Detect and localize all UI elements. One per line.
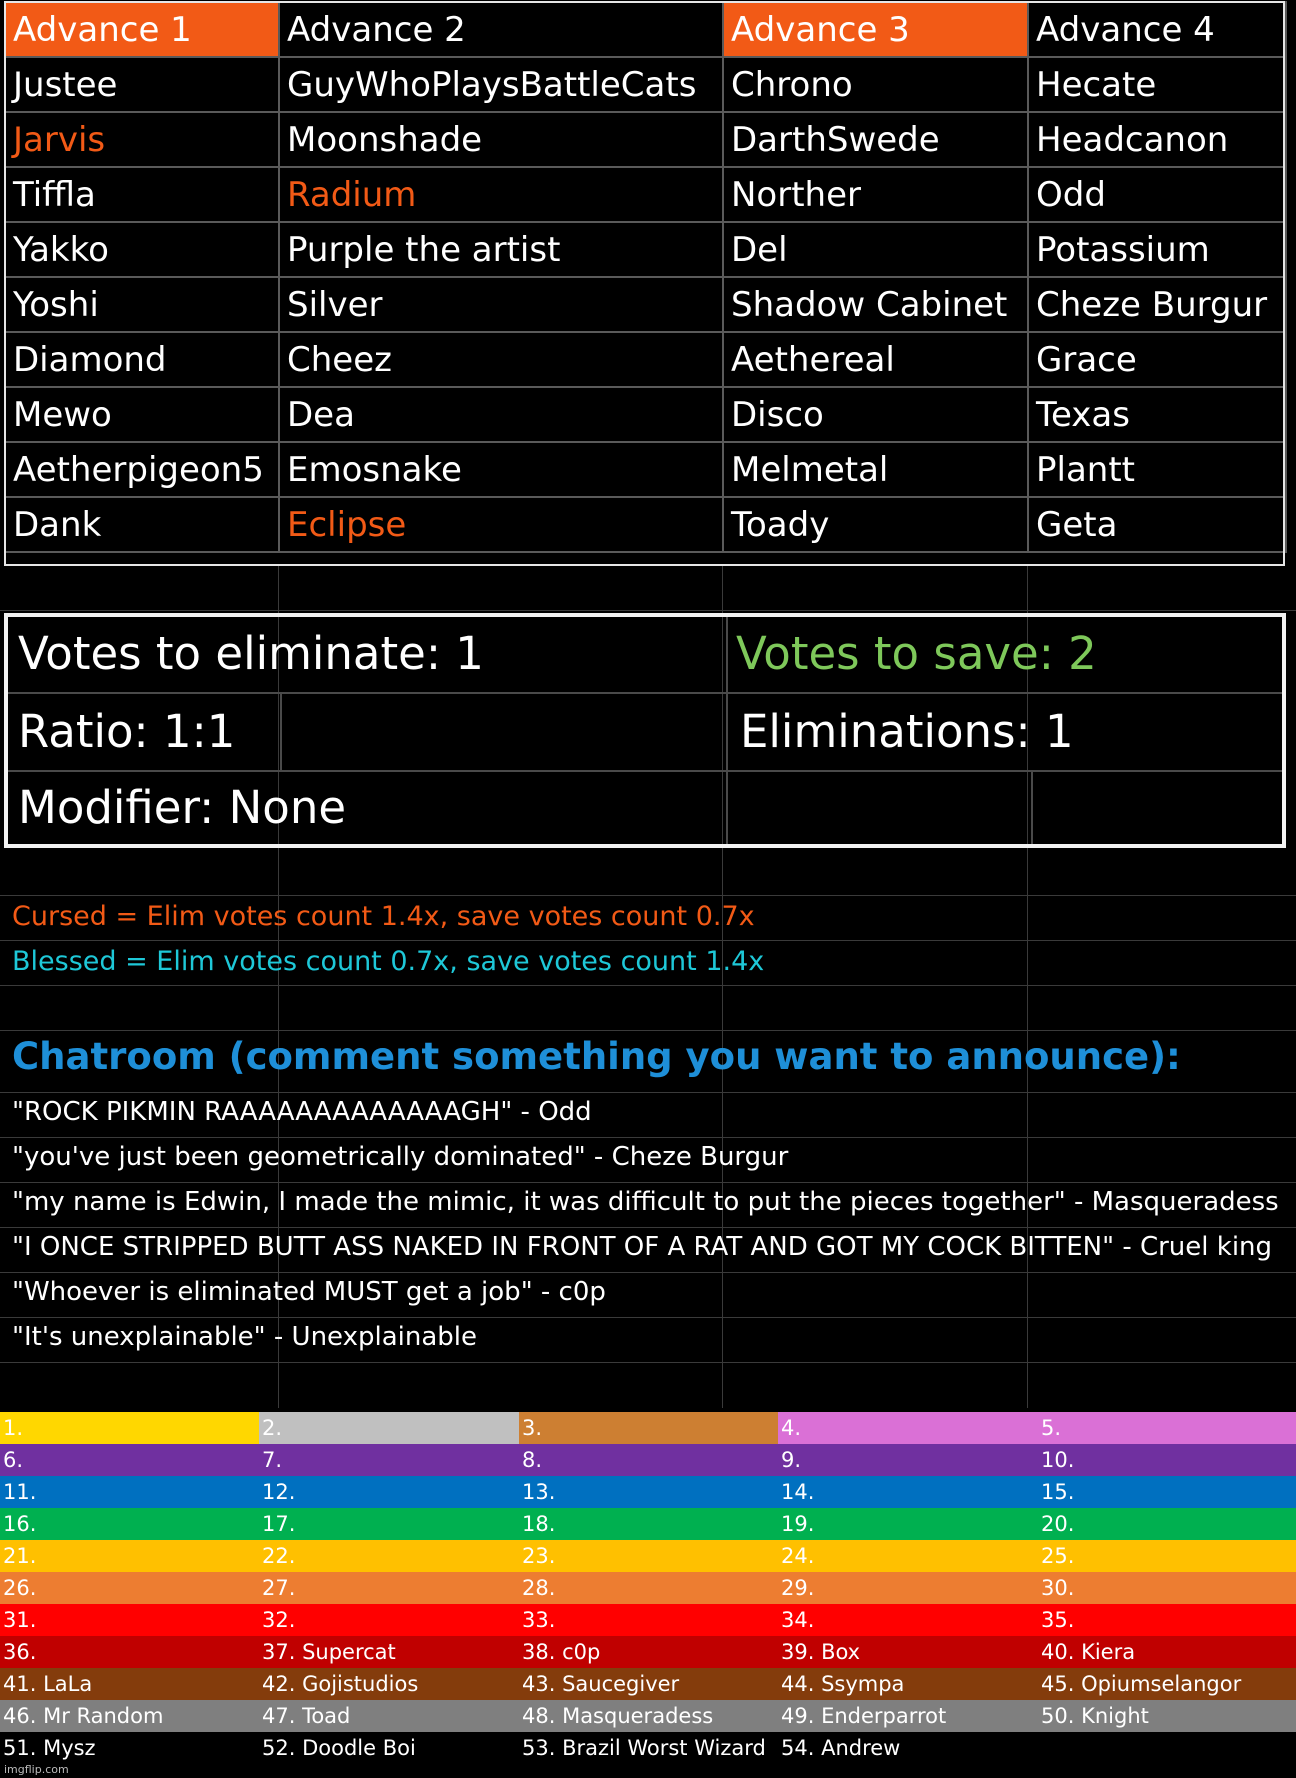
grid-line: [0, 1272, 1296, 1273]
table-cell: Moonshade: [279, 112, 723, 167]
advance-header-row: [5, 2, 1286, 57]
grid-line: [0, 1137, 1296, 1138]
ranking-cell: 43. Saucegiver: [519, 1668, 778, 1700]
ranking-cell: 31.: [0, 1604, 259, 1636]
ranking-cell: 36.: [0, 1636, 259, 1668]
ranking-cell: 11.: [0, 1476, 259, 1508]
grid-line: [0, 895, 1296, 896]
header-advance-2: Advance 2: [279, 2, 723, 57]
table-row: [5, 222, 1286, 277]
table-row: [5, 167, 1286, 222]
ranking-cell: 33.: [519, 1604, 778, 1636]
table-cell-highlighted: Eclipse: [279, 497, 723, 552]
ranking-cell: 2.: [259, 1412, 519, 1444]
ranking-cell: 40. Kiera: [1038, 1636, 1296, 1668]
ranking-cell: 41. LaLa: [0, 1668, 259, 1700]
ranking-cell: 22.: [259, 1540, 519, 1572]
table-cell: Potassium: [1028, 222, 1286, 277]
ranking-cell: 7.: [259, 1444, 519, 1476]
table-cell: Yoshi: [5, 277, 279, 332]
table-cell-highlighted: Radium: [279, 167, 723, 222]
header-advance-3: Advance 3: [723, 2, 1028, 57]
grid-line: [0, 1182, 1296, 1183]
grid-line: [0, 610, 1296, 611]
table-cell: Plantt: [1028, 442, 1286, 497]
votes-to-save: Votes to save: 2: [736, 627, 1097, 680]
ranking-row: [0, 1636, 1296, 1668]
ranking-cell: 15.: [1038, 1476, 1296, 1508]
ranking-cell: 49. Enderparrot: [778, 1700, 1038, 1732]
table-cell: Yakko: [5, 222, 279, 277]
grid-line: [0, 1030, 1296, 1031]
table-row: [5, 442, 1286, 497]
table-cell: Chrono: [723, 57, 1028, 112]
ranking-cell: 26.: [0, 1572, 259, 1604]
ranking-cell: [1038, 1732, 1296, 1764]
table-cell: Texas: [1028, 387, 1286, 442]
header-advance-4: Advance 4: [1028, 2, 1286, 57]
ranking-cell: 8.: [519, 1444, 778, 1476]
ranking-cell: 5.: [1038, 1412, 1296, 1444]
chat-message: "I ONCE STRIPPED BUTT ASS NAKED IN FRONT OF A RAT AND GOT MY COCK BITTEN" - Cruel king: [12, 1232, 1273, 1262]
ranking-row: [0, 1668, 1296, 1700]
ranking-cell: 30.: [1038, 1572, 1296, 1604]
ranking-row: [0, 1540, 1296, 1572]
ranking-cell: 53. Brazil Worst Wizard: [519, 1732, 778, 1764]
grid-line: [0, 1092, 1296, 1093]
ranking-cell: 24.: [778, 1540, 1038, 1572]
chat-message: "my name is Edwin, I made the mimic, it was difficult to put the pieces together" - Masqueradess: [12, 1187, 1279, 1217]
divider: [1031, 770, 1033, 844]
advance-table: [4, 1, 1287, 553]
ranking-cell: 52. Doodle Boi: [259, 1732, 519, 1764]
table-cell: Justee: [5, 57, 279, 112]
table-cell: Tiffla: [5, 167, 279, 222]
ranking-cell: 39. Box: [778, 1636, 1038, 1668]
ranking-cell: 17.: [259, 1508, 519, 1540]
table-cell: Del: [723, 222, 1028, 277]
table-cell: Toady: [723, 497, 1028, 552]
table-row: [5, 332, 1286, 387]
chat-message: "ROCK PIKMIN RAAAAAAAAAAAAAGH" - Odd: [12, 1097, 592, 1127]
table-cell: Silver: [279, 277, 723, 332]
table-cell-highlighted: Jarvis: [5, 112, 279, 167]
ranking-cell: 37. Supercat: [259, 1636, 519, 1668]
ranking-cell: 21.: [0, 1540, 259, 1572]
table-cell: Dank: [5, 497, 279, 552]
ranking-row: [0, 1732, 1296, 1764]
grid-line: [0, 985, 1296, 986]
ranking-cell: 34.: [778, 1604, 1038, 1636]
table-row: [5, 497, 1286, 552]
ranking-cell: 44. Ssympa: [778, 1668, 1038, 1700]
ranking-cell: 19.: [778, 1508, 1038, 1540]
ranking-cell: 42. Gojistudios: [259, 1668, 519, 1700]
eliminations: Eliminations: 1: [740, 705, 1074, 758]
ranking-cell: 28.: [519, 1572, 778, 1604]
ranking-row: [0, 1444, 1296, 1476]
ranking-cell: 13.: [519, 1476, 778, 1508]
table-cell: Aetherpigeon5: [5, 442, 279, 497]
table-cell: Norther: [723, 167, 1028, 222]
ranking-cell: 16.: [0, 1508, 259, 1540]
table-cell: DarthSwede: [723, 112, 1028, 167]
divider: [280, 692, 282, 770]
chatroom-title: Chatroom (comment something you want to announce):: [12, 1035, 1181, 1078]
grid-line: [0, 1227, 1296, 1228]
divider: [8, 770, 1282, 772]
ranking-cell: 9.: [778, 1444, 1038, 1476]
modifier: Modifier: None: [18, 781, 347, 834]
ranking-cell: 51. Mysz: [0, 1732, 259, 1764]
ranking-cell: 20.: [1038, 1508, 1296, 1540]
ranking-cell: 1.: [0, 1412, 259, 1444]
ranking-cell: 14.: [778, 1476, 1038, 1508]
ranking-cell: 50. Knight: [1038, 1700, 1296, 1732]
table-cell: Headcanon: [1028, 112, 1286, 167]
votes-panel: [4, 613, 1286, 848]
table-cell: Mewo: [5, 387, 279, 442]
divider: [8, 692, 1282, 694]
table-cell: Purple the artist: [279, 222, 723, 277]
grid-line: [0, 1362, 1296, 1363]
ranking-cell: 48. Masqueradess: [519, 1700, 778, 1732]
chat-message: "you've just been geometrically dominated" - Cheze Burgur: [12, 1142, 789, 1172]
watermark: imgflip.com: [4, 1763, 69, 1776]
table-cell: Grace: [1028, 332, 1286, 387]
table-cell: Odd: [1028, 167, 1286, 222]
ranking-row: [0, 1412, 1296, 1444]
ranking-cell: 23.: [519, 1540, 778, 1572]
table-row: [5, 57, 1286, 112]
ranking-cell: 29.: [778, 1572, 1038, 1604]
votes-to-eliminate: Votes to eliminate: 1: [18, 627, 484, 680]
ratio: Ratio: 1:1: [18, 705, 236, 758]
blessed-rule: Blessed = Elim votes count 0.7x, save votes count 1.4x: [12, 946, 765, 977]
table-cell: Aethereal: [723, 332, 1028, 387]
table-cell: Dea: [279, 387, 723, 442]
ranking-cell: 47. Toad: [259, 1700, 519, 1732]
ranking-cell: 6.: [0, 1444, 259, 1476]
chat-message: "It's unexplainable" - Unexplainable: [12, 1322, 478, 1352]
chat-message: "Whoever is eliminated MUST get a job" - c0p: [12, 1277, 606, 1307]
table-row: [5, 112, 1286, 167]
ranking-cell: 45. Opiumselangor: [1038, 1668, 1296, 1700]
cursed-rule: Cursed = Elim votes count 1.4x, save votes count 0.7x: [12, 901, 755, 932]
ranking-cell: 32.: [259, 1604, 519, 1636]
grid-line: [0, 1317, 1296, 1318]
table-cell: Hecate: [1028, 57, 1286, 112]
table-cell: Diamond: [5, 332, 279, 387]
table-cell: Melmetal: [723, 442, 1028, 497]
ranking-cell: 54. Andrew: [778, 1732, 1038, 1764]
table-cell: Disco: [723, 387, 1028, 442]
table-cell: GuyWhoPlaysBattleCats: [279, 57, 723, 112]
ranking-cell: 12.: [259, 1476, 519, 1508]
divider: [726, 770, 728, 844]
grid-line: [0, 940, 1296, 941]
ranking-row: [0, 1508, 1296, 1540]
table-cell: Cheez: [279, 332, 723, 387]
table-cell: Emosnake: [279, 442, 723, 497]
table-cell: Cheze Burgur: [1028, 277, 1286, 332]
ranking-row: [0, 1572, 1296, 1604]
ranking-row: [0, 1700, 1296, 1732]
table-cell: Geta: [1028, 497, 1286, 552]
ranking-cell: 27.: [259, 1572, 519, 1604]
ranking-cell: 10.: [1038, 1444, 1296, 1476]
ranking-cell: 18.: [519, 1508, 778, 1540]
table-row: [5, 277, 1286, 332]
table-row: [5, 387, 1286, 442]
ranking-row: [0, 1604, 1296, 1636]
ranking-cell: 4.: [778, 1412, 1038, 1444]
ranking-cell: 46. Mr Random: [0, 1700, 259, 1732]
header-advance-1: Advance 1: [5, 2, 279, 57]
table-cell: Shadow Cabinet: [723, 277, 1028, 332]
ranking-cell: 25.: [1038, 1540, 1296, 1572]
ranking-row: [0, 1476, 1296, 1508]
ranking-cell: 38. c0p: [519, 1636, 778, 1668]
ranking-cell: 35.: [1038, 1604, 1296, 1636]
ranking-cell: 3.: [519, 1412, 778, 1444]
